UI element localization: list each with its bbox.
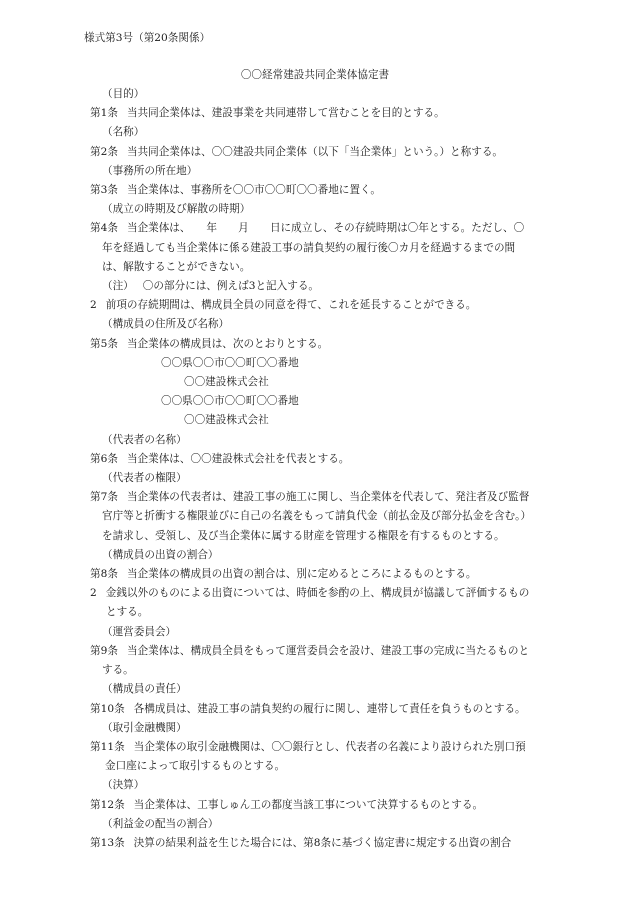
article-5-text: 当企業体の構成員は、次のとおりとする。: [126, 337, 329, 350]
article-11-heading: （取引金融機関）: [102, 721, 187, 734]
article-4-heading: （成立の時期及び解散の時期）: [102, 203, 251, 216]
article-7-heading: （代表者の権限）: [102, 472, 187, 485]
article-12-number: 第12条: [90, 798, 125, 811]
article-9-number: 第9条: [90, 644, 118, 657]
member-2-name: 〇〇建設株式会社: [184, 414, 269, 427]
article-9-heading: （運営委員会）: [102, 625, 177, 638]
article-7: [0, 488, 534, 546]
article-4-paragraph-2: [0, 296, 534, 315]
article-11: [0, 738, 534, 776]
article-8-heading: （構成員の出資の割合）: [102, 548, 219, 561]
article-1: [0, 104, 534, 123]
article-4-paragraph-2-number: 2: [90, 299, 97, 312]
article-3-number: 第3条: [90, 184, 118, 197]
article-3: [0, 181, 534, 200]
article-13: [0, 834, 534, 853]
article-3-heading: （事務所の所在地）: [102, 164, 198, 177]
member-2-address: 〇〇県〇〇市〇〇町〇〇番地: [161, 395, 299, 408]
article-6: [0, 450, 534, 469]
document-body: [0, 85, 630, 853]
article-12-text: 当企業体は、工事しゅん工の都度当該工事について決算するものとする。: [133, 798, 484, 811]
article-10-number: 第10条: [90, 702, 125, 715]
article-4: [0, 219, 534, 277]
article-9: [0, 642, 534, 680]
article-7-number: 第7条: [90, 491, 118, 504]
article-11-text: 当企業体の取引金融機関は、〇〇銀行とし、代表者の名義により設けられた別口預金口座によって取引するものとする。: [105, 740, 526, 773]
article-10-heading: （構成員の責任）: [102, 683, 187, 696]
article-2-heading: （名称）: [102, 126, 145, 139]
article-10: [0, 700, 534, 719]
article-5: [0, 335, 534, 354]
member-1-name: 〇〇建設株式会社: [184, 376, 269, 389]
article-4-note: [0, 277, 630, 296]
article-3-text: 当企業体は、事務所を〇〇市〇〇町〇〇番地に置く。: [126, 184, 381, 197]
article-8-paragraph-2-number: 2: [90, 587, 97, 600]
article-8-paragraph-2-text: 金銭以外のものによる出資については、時価を参酌の上、構成員が協議して評価するものとする。: [105, 587, 530, 619]
article-8-text: 当企業体の構成員の出資の割合は、別に定めるところによるものとする。: [126, 568, 477, 581]
article-8-number: 第8条: [90, 568, 118, 581]
article-4-note-text: 〇の部分には、例えば3と記入する。: [142, 280, 320, 293]
article-1-text: 当共同企業体は、建設事業を共同連帯して営むことを目的とする。: [126, 107, 445, 120]
article-12: [0, 796, 534, 815]
article-8: [0, 565, 534, 584]
article-4-number: 第4条: [90, 222, 118, 235]
article-6-heading: （代表者の名称）: [102, 433, 187, 446]
article-13-text: 決算の結果利益を生じた場合には、第8条に基づく協定書に規定する出資の割合: [133, 836, 512, 849]
article-1-number: 第1条: [90, 107, 118, 120]
article-12-heading: （決算）: [102, 779, 145, 792]
article-7-text: 当企業体の代表者は、建設工事の施工に関し、当企業体を代表して、発注者及び監督官庁等と折衝する権限並びに自己の名義をもって請負代金（前払金及び部分払金を含む。）を請求し、受領し、及び当企業体に属する財産を管理する権限を有するものとする。: [102, 491, 532, 542]
form-number: 様式第3号（第20条関係）: [84, 32, 211, 44]
member-1-address: 〇〇県〇〇市〇〇町〇〇番地: [161, 356, 299, 369]
article-8-paragraph-2: [0, 584, 534, 622]
article-13-heading: （利益金の配当の割合）: [102, 817, 219, 830]
article-2: [0, 143, 534, 162]
article-6-text: 当企業体は、〇〇建設株式会社を代表とする。: [126, 452, 350, 465]
article-4-note-label: （注）: [102, 280, 134, 293]
article-10-text: 各構成員は、建設工事の請負契約の履行に関し、連帯して責任を負うものとする。: [133, 702, 526, 715]
article-4-text: 当企業体は、 年 月 日に成立し、その存続時期は〇年とする。ただし、〇年を経過しても当企業体に係る建設工事の請負契約の履行後〇カ月を経過するまでの間は、解散することができない。: [102, 222, 525, 273]
article-11-number: 第11条: [90, 740, 125, 753]
article-2-text: 当共同企業体は、〇〇建設共同企業体（以下「当企業体」という。）と称する。: [126, 145, 504, 158]
article-2-number: 第2条: [90, 145, 118, 158]
article-13-number: 第13条: [90, 836, 125, 849]
article-4-paragraph-2-text: 前項の存続期間は、構成員全員の同意を得て、これを延長することができる。: [105, 299, 477, 312]
article-1-heading: （目的）: [102, 88, 145, 100]
article-6-number: 第6条: [90, 452, 118, 465]
document-title: 〇〇経常建設共同企業体協定書: [240, 69, 390, 81]
article-5-heading: （構成員の住所及び名称）: [102, 318, 230, 331]
article-5-number: 第5条: [90, 337, 118, 350]
article-9-text: 当企業体は、構成員全員をもって運営委員会を設け、建設工事の完成に当たるものとする。: [102, 644, 530, 677]
